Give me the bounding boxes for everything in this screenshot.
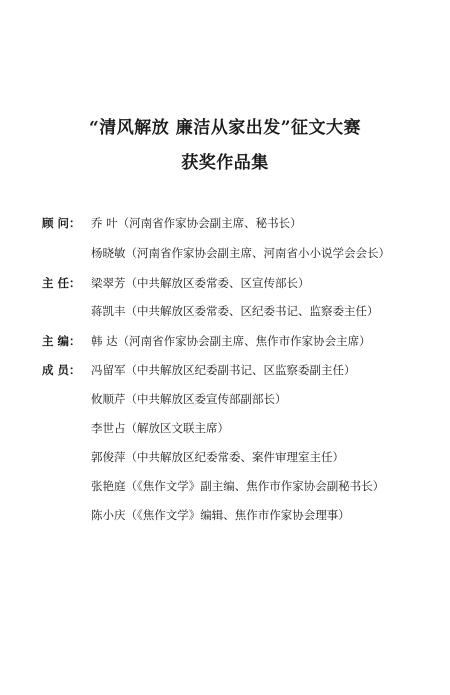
member-entry: 陈小庆（《焦作文学》编辑、焦作市作家协会理事） — [91, 508, 350, 522]
member-entry: 张艳庭（《焦作文学》副主编、焦作市作家协会副秘书长） — [91, 479, 385, 493]
member-entry: 冯留军（中共解放区纪委副书记、区监察委副主任） — [91, 363, 356, 377]
member-entry: 攸顺芹（中共解放区委宣传部副部长） — [91, 392, 287, 406]
role-label-director: 主 任： — [42, 276, 81, 290]
title-line-1: “清风解放 廉洁从家出发”征文大赛 — [89, 118, 361, 138]
member-entry: 梁翠芳（中共解放区委常委、区宣传部长） — [91, 276, 310, 290]
member-entry: 乔 叶（河南省作家协会副主席、秘书长） — [91, 216, 302, 230]
member-entry: 杨晓敏（河南省作家协会副主席、河南省小小说学会会长） — [91, 246, 390, 260]
role-label-chief-editor: 主 编： — [42, 334, 81, 348]
member-entry: 郭俊萍（中共解放区纪委常委、案件审理室主任） — [91, 450, 344, 464]
member-entry: 蒋凯丰（中共解放区委常委、区纪委书记、监察委主任） — [91, 304, 379, 318]
role-label-members: 成 员： — [42, 363, 81, 377]
member-entry: 李世占（解放区文联主席） — [91, 421, 229, 435]
role-label-advisor: 顾 问： — [42, 216, 81, 230]
title-line-2: 获奖作品集 — [181, 153, 269, 173]
member-entry: 韩 达（河南省作家协会副主席、焦作市作家协会主席） — [91, 334, 371, 348]
